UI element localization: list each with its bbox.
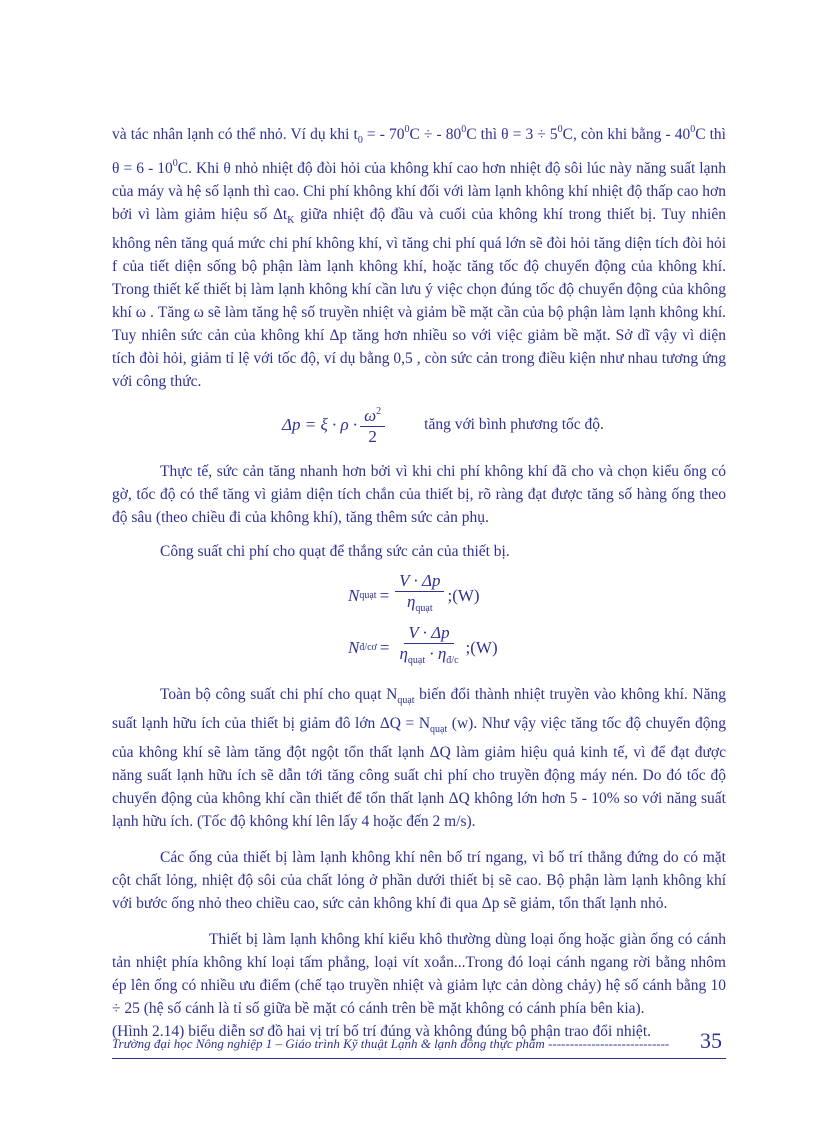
formula-1-fraction: $\frac{\omega^2}{2}$ bbox=[360, 403, 385, 446]
formula-1-lhs: Δp = ξ · ρ · bbox=[282, 415, 358, 434]
paragraph-5: Các ống của thiết bị làm lạnh không khí nên bố trí ngang, vì bố trí thẳng đứng do có mặt cột chất lỏng, nhiệt độ sôi của chất lỏng ở phần dưới thiết bị sẽ cao. Bộ phận làm lạnh không khí với bước ống nhỏ theo chiều cao, sức cản không khí đi qua Δp sẽ giảm, tổn thất lạnh nhỏ. bbox=[112, 849, 726, 912]
paragraph-6: Thiết bị làm lạnh không khí kiểu khô thường dùng loại ống hoặc giàn ống có cánh tản nhiệt phía không khí loại tấm phẳng, loại vít xoắn...Trong đó loại cánh ngang rời bằng nhôm ép lên ống có nhiều ưu điểm (chế tạo truyền nhiệt và giảm lực cản dòng chảy) hệ số cánh bằng 10 ÷ 25 (hệ số cánh là tỉ số giữa bề mặt có cánh trên bề mặt không có cánh phía bên kia). bbox=[112, 931, 726, 1017]
formula-motor-power: N đ/cơ = $\frac{V \cdot \Delta p}{\eta_{quạt} \cdot \eta_{đ/c}}$ ;(W) bbox=[348, 623, 498, 666]
formula-3-unit: ;(W) bbox=[465, 637, 498, 657]
formula-2-unit: ;(W) bbox=[447, 585, 480, 605]
formula-2-numerator: V · Δp bbox=[395, 572, 444, 592]
formula-power-block bbox=[348, 569, 726, 673]
paragraph-7: (Hình 2.14) biểu diễn sơ đồ hai vị trí bố trí đúng và không đúng bộ phận trao đổi nhiệt. bbox=[112, 1023, 651, 1040]
paragraph-4: Toàn bộ công suất chi phí cho quạt $N_{quạt}$ biến đổi thành nhiệt truyền vào không khí. Năng suất lạnh hữu ích của thiết bị giảm đô lớn $\Delta Q = N_{quạt}$ (w). Như vậy việc tăng tốc độ chuyển động của không khí sẽ làm tăng đột ngột tổn thất lạnh ΔQ làm giảm hiệu quả kinh tế, vì để đạt được năng suất lạnh hữu ích sẽ dẫn tới tăng công suất chi phí cho truyền động máy nén. Do đó tốc độ chuyển động của không khí cần thiết để tổn thất lạnh ΔQ không lớn hơn 5 - 10% so với năng suất lạnh hữu ích. (Tốc độ không khí lên lấy 4 hoặc đến 2 m/s). bbox=[112, 686, 726, 830]
formula-1-note: tăng với bình phương tốc độ. bbox=[424, 416, 604, 433]
formula-pressure-drop bbox=[282, 403, 726, 446]
paragraph-2: Thực tế, sức cản tăng nhanh hơn bởi vì khi chi phí không khí đã cho và chọn kiểu ống có gờ, tốc độ có thể tăng vì giảm diện tích chắn của thiết bị, rõ ràng đạt được tăng số hàng ống theo độ sâu (theo chiều đi của không khí), tăng thêm sức cản phụ. bbox=[112, 463, 726, 526]
body-text bbox=[112, 118, 726, 1043]
paragraph-1: và tác nhân lạnh có thể nhỏ. Ví dụ khi $t_0$ = - $70^0C$ ÷ - $80^0C$ thì $\theta = 3 \div 5^0C$, còn khi bằng - $40^0C$ thì $\theta = 6 - 10^0C$. Khi θ nhỏ nhiệt độ đòi hỏi của không khí cao hơn nhiệt độ sôi lúc này năng suất lạnh của máy và hệ số lạnh thì cao. Chi phí không khí đối với làm lạnh không khí nhiệt độ thấp cao hơn bởi vì làm giảm hiệu số $\Delta t_K$ giữa nhiệt độ đầu và cuối của không khí trong thiết bị. Tuy nhiên không nên tăng quá mức chi phí không khí, vì tăng chi phí quá lớn sẽ đòi hỏi tăng diện tích đòi hỏi f của tiết diện sống bộ phận làm lạnh không khí, hoặc tăng tốc độ chuyển động của không khí. Trong thiết kế thiết bị làm lạnh không khí cần lưu ý việc chọn đúng tốc độ chuyển động của không khí ω . Tăng ω sẽ làm tăng hệ số truyền nhiệt và giảm bề mặt cần của bộ phận làm lạnh không khí. Tuy nhiên sức cản của không khí Δp tăng hơn nhiều so với việc giảm bề mặt. Sở dĩ vậy vì diện tích đòi hỏi, giảm tỉ lệ với tốc độ, ví dụ bằng 0,5 , còn sức cản trong điều kiện như nhau tương ứng với công thức. bbox=[112, 124, 726, 390]
formula-fan-power: N quạt = $\frac{V \cdot \Delta p}{\eta_{quạt}}$ ;(W) bbox=[348, 571, 480, 614]
footer-divider bbox=[112, 1058, 726, 1059]
formula-3-numerator: V · Δp bbox=[404, 624, 453, 644]
paragraph-3: Công suất chi phí cho quạt để thắng sức cản của thiết bị. bbox=[160, 543, 510, 560]
formula-1-numerator: ω bbox=[364, 406, 377, 425]
footer-text: Trường đại học Nông nghiệp 1 – Giáo trình Kỹ thuật Lạnh & lạnh đông thực phẩm ---------------------------- bbox=[112, 1036, 670, 1051]
page-number: 35 bbox=[700, 1028, 722, 1053]
formula-1-denominator: 2 bbox=[368, 427, 377, 446]
